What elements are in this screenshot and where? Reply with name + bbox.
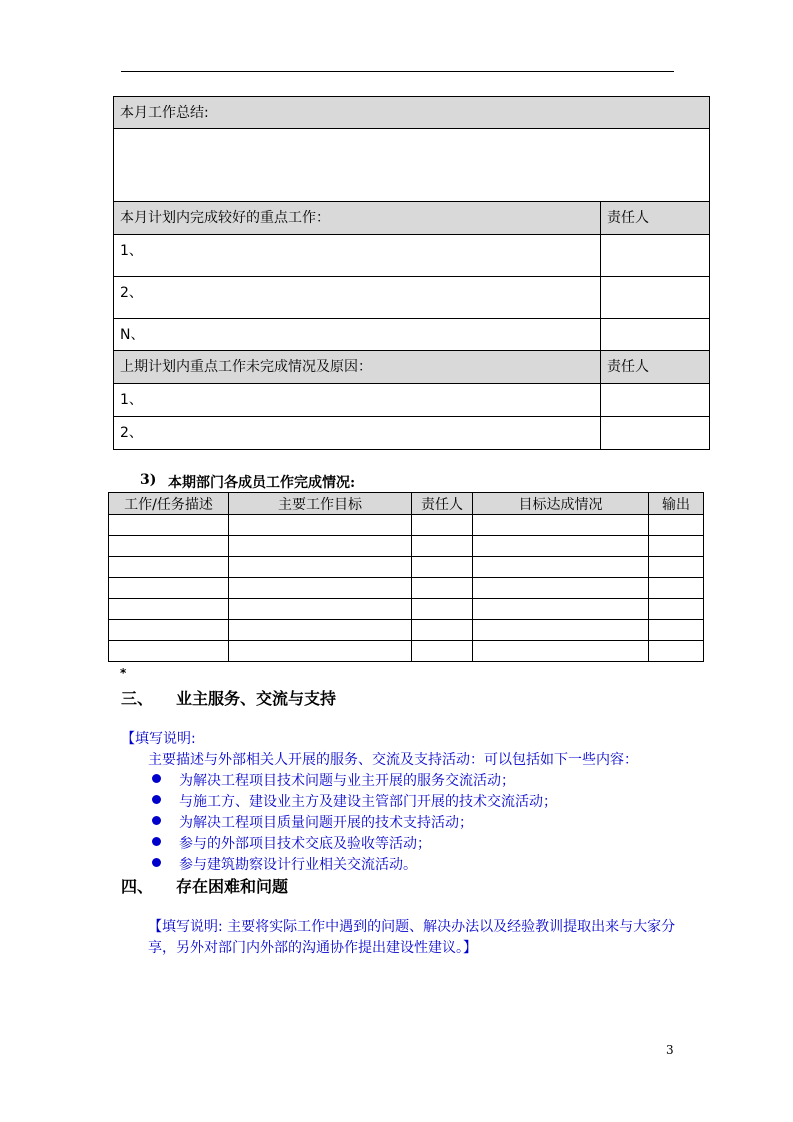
section-3-bullet-5: 参与建筑勘察设计行业相关交流活动。 (179, 857, 417, 873)
col-goal-status: 目标达成情况 (473, 493, 649, 515)
table-cell[interactable] (649, 536, 704, 557)
page-number: 3 (666, 1043, 674, 1057)
col-task-description: 工作/任务描述 (109, 493, 229, 515)
section-3-bullet-4: 参与的外部项目技术交底及验收等活动； (179, 836, 431, 852)
section-3-bullet-2: 与施工方、建设业主方及建设主管部门开展的技术交流活动； (179, 794, 557, 810)
unfinished-item-1-responsible[interactable] (601, 384, 710, 417)
table-row (109, 641, 704, 662)
section-3-bullet-1: 为解决工程项目技术问题与业主开展的服务交流活动； (179, 773, 515, 789)
table-cell[interactable] (412, 557, 473, 578)
table-row (109, 620, 704, 641)
bullet-dot-icon (152, 858, 161, 867)
table-cell[interactable] (412, 620, 473, 641)
completed-work-header: 本月计划内完成较好的重点工作： (114, 202, 601, 235)
table-cell[interactable] (412, 515, 473, 536)
completed-item-n-responsible[interactable] (601, 319, 710, 351)
table-row (109, 515, 704, 536)
table-cell[interactable] (649, 578, 704, 599)
unfinished-item-2[interactable]: 2、 (114, 417, 601, 450)
bullet-dot-icon (152, 816, 161, 825)
table-cell[interactable] (109, 536, 229, 557)
section-4-note-line-2: 享，另外对部门内外部的沟通协作提出建设性建议。】 (148, 940, 477, 956)
table-cell[interactable] (473, 620, 649, 641)
table-cell[interactable] (229, 620, 412, 641)
table-cell[interactable] (229, 515, 412, 536)
table-cell[interactable] (473, 515, 649, 536)
table-cell[interactable] (473, 578, 649, 599)
table-row (109, 599, 704, 620)
completed-item-2-responsible[interactable] (601, 277, 710, 319)
table-cell[interactable] (473, 641, 649, 662)
unfinished-responsible-header: 责任人 (601, 351, 710, 384)
table-cell[interactable] (229, 599, 412, 620)
header-rule (121, 71, 674, 72)
table-cell[interactable] (649, 641, 704, 662)
table-cell[interactable] (412, 536, 473, 557)
section-3-note-label: 【填写说明: (121, 731, 196, 747)
completed-responsible-header: 责任人 (601, 202, 710, 235)
completed-item-1-responsible[interactable] (601, 235, 710, 277)
bullet-dot-icon (152, 837, 161, 846)
monthly-summary-label: 本月工作总结: (114, 97, 710, 129)
members-section-title: 本期部门各成员工作完成情况: (168, 475, 356, 491)
table-cell[interactable] (109, 599, 229, 620)
section-3-intro: 主要描述与外部相关人开展的服务、交流及支持活动：可以包括如下一些内容： (148, 752, 638, 768)
table-cell[interactable] (229, 578, 412, 599)
section-3-title: 业主服务、交流与支持 (176, 689, 337, 708)
completed-item-1[interactable]: 1、 (114, 235, 601, 277)
completed-item-2[interactable]: 2、 (114, 277, 601, 319)
table-cell[interactable] (109, 620, 229, 641)
table-cell[interactable] (229, 641, 412, 662)
footnote-mark: * (120, 666, 127, 680)
table-cell[interactable] (412, 599, 473, 620)
table-cell[interactable] (473, 557, 649, 578)
table-cell[interactable] (229, 557, 412, 578)
table-cell[interactable] (649, 599, 704, 620)
monthly-summary-body[interactable] (114, 129, 710, 202)
unfinished-item-2-responsible[interactable] (601, 417, 710, 450)
table-cell[interactable] (649, 515, 704, 536)
section-4-number: 四、 (121, 877, 154, 896)
table-cell[interactable] (109, 641, 229, 662)
table-cell[interactable] (109, 515, 229, 536)
table-cell[interactable] (649, 620, 704, 641)
unfinished-work-header: 上期计划内重点工作未完成情况及原因： (114, 351, 601, 384)
bullet-dot-icon (152, 795, 161, 804)
table-cell[interactable] (229, 536, 412, 557)
bullet-dot-icon (152, 774, 161, 783)
unfinished-item-1[interactable]: 1、 (114, 384, 601, 417)
section-4-title: 存在困难和问题 (176, 877, 289, 896)
col-main-goal: 主要工作目标 (229, 493, 412, 515)
table-cell[interactable] (473, 536, 649, 557)
monthly-summary-table (113, 96, 710, 450)
col-responsible: 责任人 (412, 493, 473, 515)
table-cell[interactable] (109, 557, 229, 578)
table-cell[interactable] (109, 578, 229, 599)
table-cell[interactable] (473, 599, 649, 620)
completed-item-n[interactable]: N、 (114, 319, 601, 351)
table-cell[interactable] (412, 578, 473, 599)
table-row (109, 557, 704, 578)
table-row (109, 578, 704, 599)
members-table (108, 492, 704, 662)
table-cell[interactable] (649, 557, 704, 578)
section-3-number: 三、 (121, 689, 154, 708)
col-output: 输出 (649, 493, 704, 515)
table-row (109, 536, 704, 557)
section-4-note-line-1: 【填写说明: 主要将实际工作中遇到的问题、解决办法以及经验教训提取出来与大家分 (148, 919, 676, 935)
members-section-number: 3) (140, 472, 157, 488)
table-cell[interactable] (412, 641, 473, 662)
section-3-bullet-3: 为解决工程项目质量问题开展的技术支持活动； (179, 815, 473, 831)
